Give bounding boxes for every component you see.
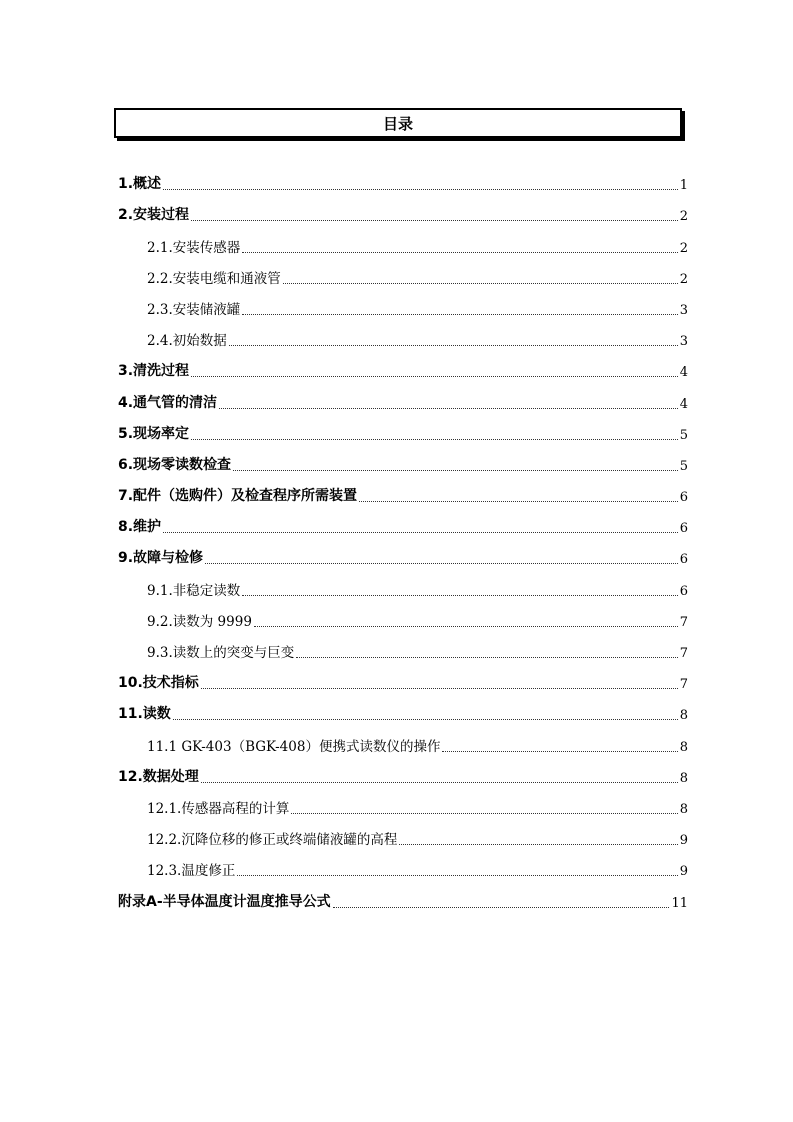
toc-entry-page: 6 <box>679 583 688 599</box>
toc-entry[interactable] <box>118 728 688 759</box>
toc-title: 目录 <box>114 108 682 138</box>
toc-entry-page: 2 <box>679 271 688 287</box>
dot-leader <box>442 751 677 752</box>
dot-leader <box>191 376 678 377</box>
toc-entry-page: 6 <box>679 552 688 568</box>
toc-entry[interactable] <box>118 604 688 635</box>
toc-entry-page: 2 <box>679 240 688 256</box>
toc-entry-label: 9.2.读数为 9999 <box>147 613 252 630</box>
toc-entry-label: 附录A-半导体温度计温度推导公式 <box>118 893 331 910</box>
dot-leader <box>201 782 678 783</box>
toc-entry[interactable] <box>118 229 688 260</box>
toc-entry-page: 7 <box>679 614 688 630</box>
toc-entry[interactable] <box>118 417 688 448</box>
toc-entry[interactable] <box>118 541 688 572</box>
toc-entry-page: 6 <box>679 521 688 537</box>
toc-entry-page: 7 <box>679 646 688 661</box>
toc-entry[interactable] <box>118 666 688 697</box>
toc-entry[interactable] <box>118 323 688 354</box>
toc-entry-page: 9 <box>679 864 688 880</box>
toc-entry-page: 4 <box>679 396 688 412</box>
toc-entry-page: 8 <box>679 708 688 724</box>
dot-leader <box>191 220 678 221</box>
toc-entry-label: 8.维护 <box>118 519 162 536</box>
toc-entry-page: 5 <box>679 458 688 474</box>
toc-entry-label: 2.3.安装储液罐 <box>147 301 241 318</box>
toc-entry-label: 9.1.非稳定读数 <box>147 582 241 599</box>
toc-entry-label: 1.概述 <box>118 176 162 193</box>
dot-leader <box>242 252 677 253</box>
toc-entry-page: 2 <box>679 209 688 225</box>
dot-leader <box>233 470 678 471</box>
toc-entry[interactable] <box>118 853 688 884</box>
toc-entry[interactable] <box>118 635 688 666</box>
toc-entry[interactable] <box>118 261 688 292</box>
toc-entry[interactable] <box>118 760 688 791</box>
toc-entry-label: 12.2.沉降位移的修正或终端储液罐的高程 <box>147 832 398 849</box>
toc-entry-label: 5.现场率定 <box>118 425 190 442</box>
toc-entry[interactable] <box>118 572 688 603</box>
dot-leader <box>399 844 677 845</box>
toc-entry-page: 4 <box>679 365 688 381</box>
dot-leader <box>229 345 678 346</box>
dot-leader <box>163 532 678 533</box>
toc-entry[interactable] <box>118 292 688 323</box>
toc-entry-page: 6 <box>679 490 688 506</box>
dot-leader <box>191 439 678 440</box>
toc-entry-label: 12.数据处理 <box>118 768 199 785</box>
dot-leader <box>237 875 677 876</box>
toc-entry-page: 5 <box>679 427 688 443</box>
toc-entry[interactable] <box>118 510 688 541</box>
toc-entry-label: 12.1.传感器高程的计算 <box>147 800 290 817</box>
toc-entry[interactable] <box>118 479 688 510</box>
toc-entry-label: 11.读数 <box>118 706 171 723</box>
toc-entry[interactable] <box>118 354 688 385</box>
dot-leader <box>296 657 677 658</box>
dot-leader <box>242 595 677 596</box>
toc-entry-label: 2.安装过程 <box>118 207 190 224</box>
toc-entry[interactable] <box>118 822 688 853</box>
toc-entry-label: 9.故障与检修 <box>118 550 204 567</box>
toc-entry-label: 12.3.温度修正 <box>147 863 236 880</box>
dot-leader <box>205 563 678 564</box>
toc-entry-label: 6.现场零读数检查 <box>118 456 232 473</box>
toc-entry-page: 8 <box>679 801 688 817</box>
toc-entry-page: 7 <box>679 677 688 693</box>
toc-entry-page: 3 <box>679 334 688 350</box>
dot-leader <box>359 501 678 502</box>
toc-entry-label: 2.2.安装电缆和通液管 <box>147 270 281 287</box>
toc-entry-page: 8 <box>679 739 688 755</box>
dot-leader <box>333 907 670 908</box>
toc-entry[interactable] <box>118 884 688 915</box>
toc-entry-page: 1 <box>679 178 688 194</box>
dot-leader <box>242 314 677 315</box>
toc-entry[interactable] <box>118 167 688 198</box>
toc-entry-label: 9.3.读数上的突变与巨变 <box>147 645 295 661</box>
toc-entry-label: 7.配件（选购件）及检查程序所需装置 <box>118 488 358 505</box>
toc-entry-page: 11 <box>671 895 688 911</box>
toc-entry-page: 3 <box>679 302 688 318</box>
toc-entry-page: 8 <box>679 770 688 786</box>
table-of-contents <box>118 167 688 916</box>
toc-entry-label: 10.技术指标 <box>118 675 199 692</box>
toc-entry-page: 9 <box>679 833 688 849</box>
toc-entry-label: 2.4.初始数据 <box>147 333 227 350</box>
toc-entry-label: 2.1.安装传感器 <box>147 239 241 256</box>
toc-entry-label: 3.清洗过程 <box>118 363 190 380</box>
dot-leader <box>163 189 678 190</box>
dot-leader <box>173 719 678 720</box>
dot-leader <box>254 626 678 627</box>
toc-entry[interactable] <box>118 791 688 822</box>
dot-leader <box>201 688 678 689</box>
toc-entry[interactable] <box>118 697 688 728</box>
toc-entry[interactable] <box>118 385 688 416</box>
toc-entry-label: 11.1 GK-403（BGK-408）便携式读数仪的操作 <box>147 738 441 755</box>
dot-leader <box>283 283 678 284</box>
toc-entry[interactable] <box>118 198 688 229</box>
dot-leader <box>219 408 678 409</box>
toc-entry[interactable] <box>118 448 688 479</box>
dot-leader <box>291 813 677 814</box>
toc-entry-label: 4.通气管的清洁 <box>118 394 218 411</box>
